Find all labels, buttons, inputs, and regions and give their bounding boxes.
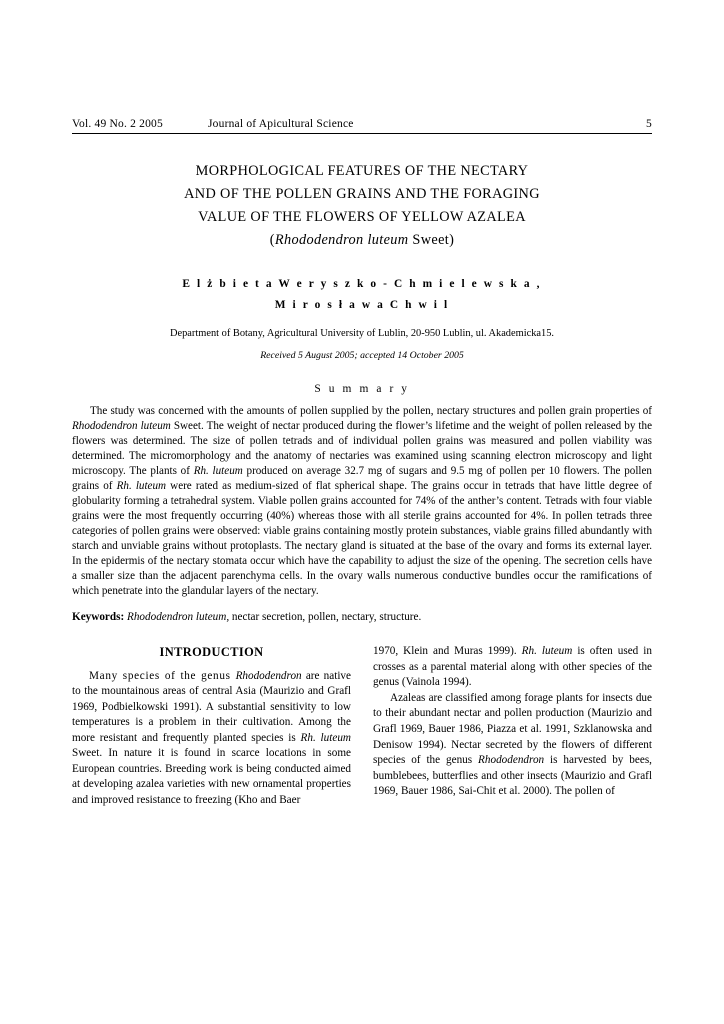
running-head: [72, 118, 652, 130]
keywords-label: Keywords:: [72, 611, 125, 624]
intro-left-part-1: Many species of the genus: [89, 669, 236, 682]
intro-left-species-2: Rh. luteum: [300, 731, 351, 744]
summary-species-3: Rh. luteum: [116, 479, 167, 492]
volume-issue-year: Vol. 49 No. 2 2005: [72, 118, 163, 130]
author-affiliation: Department of Botany, Agricultural University of Lublin, 20-950 Lublin, ul. Akademicka15.: [170, 327, 554, 339]
summary-part-4: were rated as medium-sized of flat spherical shape. The grains occur in tetrads that have little degree of globularity forming a tetrahedral system. Viable pollen grains accounted for 74% of the anther’s content. Tetrads with four viable grains were the most frequently occurring (40%) whereas those with all sterile grains accounted for 4%. In pollen tetrads three categories of pollen grains were observed: viable grains containing mostly protein substances, viable grains filled abundantly with starch and unviable grains without protoplasts. The nectary gland is situated at the base of the ovary and forms its external layer. In the epidermis of the nectary stomata occur which have the capability to adjust the size of the opening. The secretion cells have a smaller size than the adjacent parenchyma cells. In the ovary walls numerous conductive bundles occur the ramifications of which penetrate into the glandular layers of the nectary.: [72, 479, 652, 598]
summary-species-1: Rhododendron luteum: [72, 419, 171, 432]
title-line-2: AND OF THE POLLEN GRAINS AND THE FORAGING: [184, 186, 540, 203]
page-number: 5: [646, 118, 652, 130]
author-1: E l ż b i e t a W e r y s z k o - C h m i e l e w s k a ,: [182, 277, 542, 290]
intro-right-part-4: is harvested by bees, bumblebees, butterflies and other insects (Maurizio and Grafl 1969, Bauer 1986, Sai-Chit et al. 2000). The pollen of: [373, 754, 652, 798]
author-list: [72, 274, 652, 316]
column-left: [72, 644, 351, 808]
intro-right-part-3: Azaleas are classified among forage plants for insects due to their abundant nectar and pollen production (Maurizio and Grafl 1969, Bauer 1986, Piazza et al. 1991, Szklanowska and Denisow 1994). Nectar secreted by the flowers of different species of the genus: [373, 691, 652, 767]
intro-right-part-1: 1970, Klein and Muras 1999).: [373, 645, 522, 658]
intro-paragraph-right-second: [373, 691, 652, 800]
keywords-species: Rhododendron luteum,: [127, 611, 230, 624]
body-columns: [72, 644, 652, 808]
summary-part-2: Sweet. The weight of nectar produced during the flower’s lifetime and the weight of pollen released by the flowers was determined. The size of pollen tetrads and of individual pollen grains was measured and pollen viability was determined. The micromorphology and the anatomy of nectaries was examined using scanning electron microscopy and light microscopy. The plants of: [72, 419, 652, 477]
section-heading-introduction: INTRODUCTION: [159, 645, 264, 660]
intro-left-species-1: Rhododendron: [235, 669, 302, 682]
title-line-1: MORPHOLOGICAL FEATURES OF THE NECTARY: [195, 163, 529, 179]
summary-text: [72, 404, 652, 599]
header-divider: [72, 133, 652, 134]
intro-right-species-2: Rhododendron: [478, 754, 545, 767]
intro-left-part-3: Sweet. In nature it is found in scarce locations in some European countries. Breeding work is being conducted aimed at developing azalea varieties with new ornamental properties and improved resistance to freezing (Kho and Baer: [72, 747, 351, 806]
keywords-list: nectar secretion, pollen, nectary, structure.: [229, 611, 422, 624]
title-paren-open: (: [269, 232, 275, 249]
summary-part-3: produced on average 32.7 mg of sugars and 9.5 mg of pollen per 10 flowers. The pollen grains of: [72, 464, 652, 492]
intro-paragraph-left: [72, 669, 351, 809]
title-line-3: VALUE OF THE FLOWERS OF YELLOW AZALEA: [198, 209, 526, 226]
intro-right-species-1: Rh. luteum: [521, 645, 573, 658]
keywords: [72, 610, 652, 625]
column-right: [373, 644, 652, 808]
summary-part-1: The study was concerned with the amounts of pollen supplied by the pollen, nectary structures and pollen grain properties of: [90, 404, 652, 417]
summary-species-2: Rh. luteum: [193, 464, 243, 477]
intro-right-part-2: is often used in crosses as a parental material along with other species of the genus (Vainola 1994).: [373, 645, 652, 689]
journal-title: Journal of Apicultural Science: [208, 118, 354, 130]
title-species-authority: Sweet): [412, 232, 455, 249]
summary-heading: S u m m a r y: [314, 382, 410, 395]
author-2: M i r o s ł a w a C h w i l: [274, 298, 450, 311]
intro-left-part-2: are native to the mountainous areas of central Asia (Maurizio and Grafl 1969, Podbielkowski 1991). A substantial sensitivity to low temperatures is a problem in their cultivation. Among the more resistant and frequently planted species is: [72, 669, 351, 744]
intro-paragraph-right-continued: [373, 644, 652, 691]
received-accepted-dates: Received 5 August 2005; accepted 14 October 2005: [260, 349, 464, 361]
article-title: [80, 160, 644, 253]
title-species-name: Rhododendron luteum: [274, 232, 409, 249]
